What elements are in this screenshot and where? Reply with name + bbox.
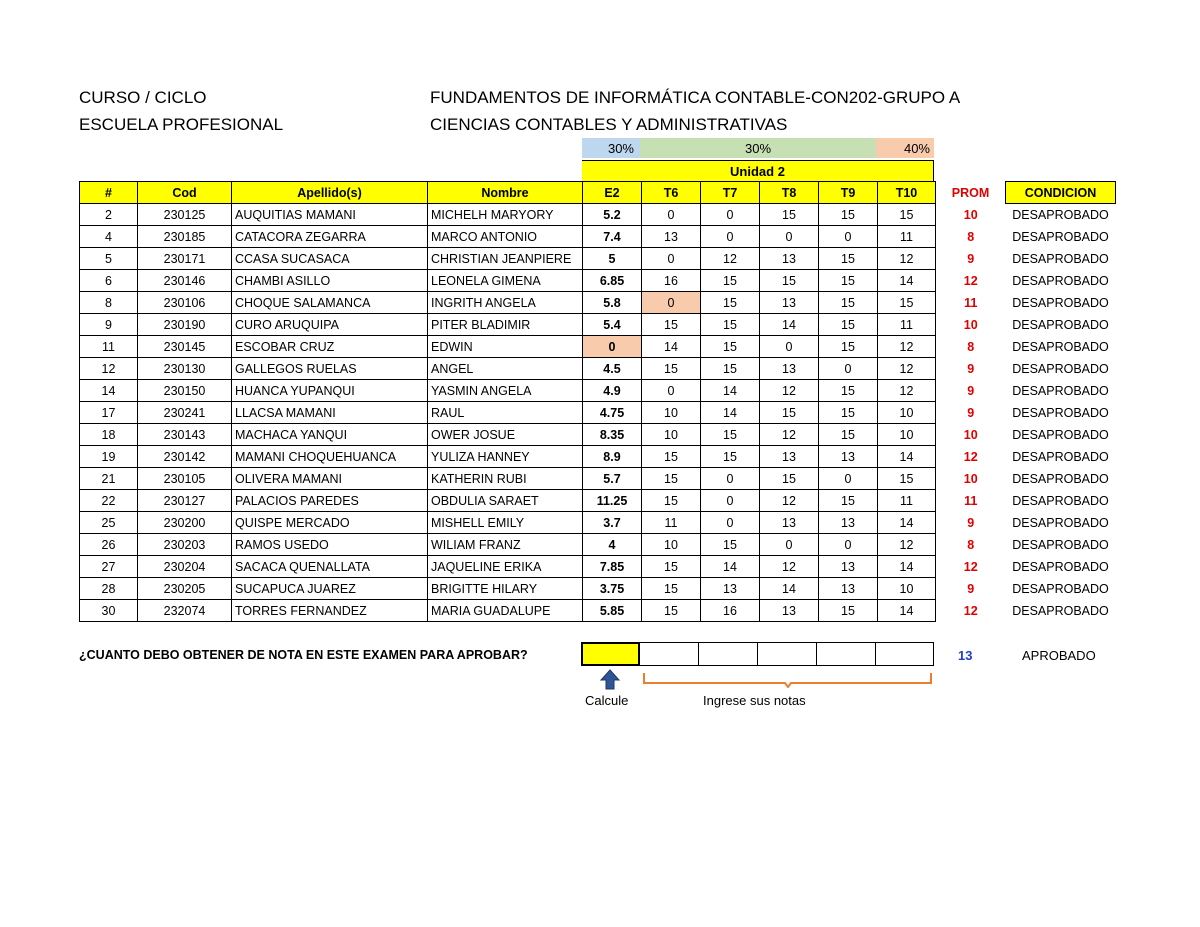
cell-t10: 14	[878, 600, 936, 622]
cell-prom: 11	[964, 493, 978, 508]
cell-t6: 10	[642, 534, 701, 556]
cell-apellido: CCASA SUCASACA	[232, 248, 428, 270]
col-prom-header: PROM	[936, 182, 1006, 204]
cell-t10: 12	[878, 358, 936, 380]
cell-cod: 230190	[138, 314, 232, 336]
cell-t8: 13	[760, 358, 819, 380]
cell-e2: 5.8	[583, 292, 642, 314]
cell-e2: 5.2	[583, 204, 642, 226]
cell-num: 18	[80, 424, 138, 446]
cell-condicion: DESAPROBADO	[1012, 515, 1109, 530]
cell-t10: 15	[878, 204, 936, 226]
cell-t9: 15	[819, 248, 878, 270]
cell-t7: 16	[701, 600, 760, 622]
cell-condicion: DESAPROBADO	[1012, 493, 1109, 508]
cell-t8: 15	[760, 468, 819, 490]
cell-t7: 15	[701, 270, 760, 292]
cell-t8: 12	[760, 424, 819, 446]
cell-cod: 230203	[138, 534, 232, 556]
cell-prom: 8	[967, 229, 975, 244]
table-row	[80, 358, 1116, 380]
cell-t9: 13	[819, 556, 878, 578]
table-row	[80, 336, 1116, 358]
cell-t9: 15	[819, 270, 878, 292]
calc-result-value: 13	[958, 648, 973, 663]
cell-t10: 15	[878, 468, 936, 490]
cell-t10: 10	[878, 402, 936, 424]
cell-prom: 10	[963, 427, 978, 442]
cell-t9: 15	[819, 600, 878, 622]
cell-nombre: PITER BLADIMIR	[428, 314, 583, 336]
cell-num: 11	[80, 336, 138, 358]
cell-condicion: DESAPROBADO	[1012, 471, 1109, 486]
cell-t8: 13	[760, 600, 819, 622]
cell-t7: 15	[701, 424, 760, 446]
cell-nombre: ANGEL	[428, 358, 583, 380]
cell-apellido: LLACSA MAMANI	[232, 402, 428, 424]
cell-t8: 12	[760, 556, 819, 578]
grade-input-t6[interactable]	[639, 642, 699, 666]
cell-t10: 12	[878, 380, 936, 402]
cell-condicion: DESAPROBADO	[1012, 251, 1109, 266]
cell-apellido: SACACA QUENALLATA	[232, 556, 428, 578]
col-cod-header: Cod	[138, 182, 232, 204]
calc-result-condition: APROBADO	[1022, 648, 1096, 663]
weight-tasks: 30%	[640, 138, 876, 158]
table-row	[80, 248, 1116, 270]
cell-t8: 12	[760, 490, 819, 512]
cell-t7: 14	[701, 556, 760, 578]
unit-header: Unidad 2	[582, 160, 934, 181]
cell-t9: 13	[819, 446, 878, 468]
cell-t9: 15	[819, 314, 878, 336]
cell-t10: 10	[878, 578, 936, 600]
col-t8-header: T8	[760, 182, 819, 204]
cell-t9: 15	[819, 402, 878, 424]
cell-t6: 11	[642, 512, 701, 534]
cell-condicion: DESAPROBADO	[1012, 229, 1109, 244]
cell-t6: 10	[642, 424, 701, 446]
cell-cod: 230106	[138, 292, 232, 314]
cell-apellido: CATACORA ZEGARRA	[232, 226, 428, 248]
cell-t10: 12	[878, 534, 936, 556]
cell-t9: 13	[819, 578, 878, 600]
cell-cod: 230185	[138, 226, 232, 248]
cell-cod: 230143	[138, 424, 232, 446]
cell-cod: 230105	[138, 468, 232, 490]
cell-nombre: YULIZA HANNEY	[428, 446, 583, 468]
cell-condicion: DESAPROBADO	[1012, 207, 1109, 222]
cell-t7: 0	[701, 226, 760, 248]
cell-nombre: LEONELA GIMENA	[428, 270, 583, 292]
grade-input-t8[interactable]	[757, 642, 817, 666]
grade-inputs	[581, 642, 934, 666]
cell-t8: 15	[760, 204, 819, 226]
cell-t7: 0	[701, 204, 760, 226]
cell-condicion: DESAPROBADO	[1012, 559, 1109, 574]
cell-num: 12	[80, 358, 138, 380]
cell-t10: 10	[878, 424, 936, 446]
cell-e2: 8.9	[583, 446, 642, 468]
cell-t6: 10	[642, 402, 701, 424]
cell-condicion: DESAPROBADO	[1012, 339, 1109, 354]
curso-label: CURSO / CICLO	[79, 88, 207, 107]
cell-t9: 13	[819, 512, 878, 534]
cell-nombre: KATHERIN RUBI	[428, 468, 583, 490]
col-condicion-header: CONDICION	[1006, 182, 1116, 204]
cell-t7: 15	[701, 314, 760, 336]
cell-apellido: MAMANI CHOQUEHUANCA	[232, 446, 428, 468]
cell-condicion: DESAPROBADO	[1012, 537, 1109, 552]
cell-nombre: RAUL	[428, 402, 583, 424]
cell-t6: 15	[642, 358, 701, 380]
cell-apellido: SUCAPUCA JUAREZ	[232, 578, 428, 600]
weight-exam: 30%	[582, 138, 640, 158]
cell-cod: 230204	[138, 556, 232, 578]
table-row	[80, 402, 1116, 424]
col-nombre-header: Nombre	[428, 182, 583, 204]
cell-apellido: PALACIOS PAREDES	[232, 490, 428, 512]
cell-t9: 15	[819, 380, 878, 402]
cell-num: 4	[80, 226, 138, 248]
cell-e2: 5	[583, 248, 642, 270]
table-row	[80, 556, 1116, 578]
cell-t9: 0	[819, 226, 878, 248]
weight-final: 40%	[876, 138, 934, 158]
cell-prom: 10	[963, 471, 978, 486]
cell-prom: 9	[967, 515, 975, 530]
cell-cod: 230150	[138, 380, 232, 402]
cell-t6: 15	[642, 490, 701, 512]
cell-t6: 15	[642, 468, 701, 490]
cell-t7: 14	[701, 380, 760, 402]
cell-num: 14	[80, 380, 138, 402]
table-row	[80, 380, 1116, 402]
cell-prom: 12	[963, 449, 978, 464]
cell-num: 22	[80, 490, 138, 512]
cell-t7: 0	[701, 512, 760, 534]
cell-e2: 5.7	[583, 468, 642, 490]
cell-t6: 15	[642, 446, 701, 468]
cell-t10: 14	[878, 556, 936, 578]
cell-condicion: DESAPROBADO	[1012, 427, 1109, 442]
cell-e2: 4.9	[583, 380, 642, 402]
cell-nombre: MISHELL EMILY	[428, 512, 583, 534]
cell-t8: 15	[760, 402, 819, 424]
cell-t10: 11	[878, 490, 936, 512]
cell-t8: 0	[760, 534, 819, 556]
cell-e2: 4.5	[583, 358, 642, 380]
cell-cod: 230145	[138, 336, 232, 358]
cell-t9: 15	[819, 490, 878, 512]
cell-t8: 12	[760, 380, 819, 402]
col-t7-header: T7	[701, 182, 760, 204]
grade-input-t9[interactable]	[816, 642, 876, 666]
cell-nombre: OBDULIA SARAET	[428, 490, 583, 512]
curso-value: FUNDAMENTOS DE INFORMÁTICA CONTABLE-CON202-GRUPO A	[430, 88, 961, 107]
table-row	[80, 314, 1116, 336]
cell-num: 9	[80, 314, 138, 336]
cell-t6: 0	[642, 292, 701, 314]
cell-num: 26	[80, 534, 138, 556]
cell-t6: 15	[642, 314, 701, 336]
cell-nombre: BRIGITTE HILARY	[428, 578, 583, 600]
escuela-value: CIENCIAS CONTABLES Y ADMINISTRATIVAS	[430, 115, 788, 134]
cell-t7: 0	[701, 468, 760, 490]
cell-prom: 8	[967, 339, 975, 354]
cell-cod: 230200	[138, 512, 232, 534]
cell-t6: 13	[642, 226, 701, 248]
cell-nombre: WILIAM FRANZ	[428, 534, 583, 556]
cell-apellido: ESCOBAR CRUZ	[232, 336, 428, 358]
table-row	[80, 468, 1116, 490]
cell-nombre: OWER JOSUE	[428, 424, 583, 446]
cell-e2: 7.4	[583, 226, 642, 248]
cell-cod: 230142	[138, 446, 232, 468]
grades-table	[79, 181, 1116, 622]
cell-e2: 7.85	[583, 556, 642, 578]
cell-t7: 14	[701, 402, 760, 424]
cell-t6: 14	[642, 336, 701, 358]
cell-t10: 14	[878, 446, 936, 468]
grade-input-t10[interactable]	[875, 642, 934, 666]
cell-t6: 0	[642, 204, 701, 226]
cell-prom: 9	[967, 405, 975, 420]
cell-e2: 8.35	[583, 424, 642, 446]
cell-t10: 15	[878, 292, 936, 314]
cell-cod: 230205	[138, 578, 232, 600]
cell-nombre: YASMIN ANGELA	[428, 380, 583, 402]
cell-prom: 9	[967, 581, 975, 596]
cell-num: 6	[80, 270, 138, 292]
cell-condicion: DESAPROBADO	[1012, 295, 1109, 310]
cell-cod: 230241	[138, 402, 232, 424]
cell-t7: 15	[701, 446, 760, 468]
cell-nombre: CHRISTIAN JEANPIERE	[428, 248, 583, 270]
cell-t6: 15	[642, 556, 701, 578]
cell-nombre: MARIA GUADALUPE	[428, 600, 583, 622]
cell-apellido: QUISPE MERCADO	[232, 512, 428, 534]
cell-t8: 13	[760, 446, 819, 468]
cell-t7: 15	[701, 358, 760, 380]
cell-num: 28	[80, 578, 138, 600]
cell-num: 2	[80, 204, 138, 226]
cell-t8: 13	[760, 248, 819, 270]
cell-t9: 15	[819, 204, 878, 226]
bracket-icon	[643, 672, 933, 688]
table-row	[80, 424, 1116, 446]
cell-condicion: DESAPROBADO	[1012, 581, 1109, 596]
table-row	[80, 270, 1116, 292]
cell-nombre: INGRITH ANGELA	[428, 292, 583, 314]
grade-input-t7[interactable]	[698, 642, 758, 666]
cell-num: 19	[80, 446, 138, 468]
cell-num: 25	[80, 512, 138, 534]
table-row	[80, 600, 1116, 622]
table-row	[80, 226, 1116, 248]
cell-e2: 5.4	[583, 314, 642, 336]
cell-cod: 230130	[138, 358, 232, 380]
cell-apellido: OLIVERA MAMANI	[232, 468, 428, 490]
cell-t9: 0	[819, 358, 878, 380]
table-row	[80, 490, 1116, 512]
cell-t7: 15	[701, 292, 760, 314]
cell-e2: 3.7	[583, 512, 642, 534]
cell-t8: 14	[760, 314, 819, 336]
table-row	[80, 204, 1116, 226]
cell-prom: 8	[967, 537, 975, 552]
cell-prom: 9	[967, 251, 975, 266]
cell-prom: 12	[963, 603, 978, 618]
cell-condicion: DESAPROBADO	[1012, 383, 1109, 398]
cell-e2: 3.75	[583, 578, 642, 600]
cell-prom: 12	[963, 559, 978, 574]
cell-condicion: DESAPROBADO	[1012, 405, 1109, 420]
cell-t10: 11	[878, 314, 936, 336]
cell-apellido: AUQUITIAS MAMANI	[232, 204, 428, 226]
input-label: Ingrese sus notas	[703, 693, 806, 708]
cell-cod: 230125	[138, 204, 232, 226]
cell-apellido: CURO ARUQUIPA	[232, 314, 428, 336]
cell-prom: 12	[963, 273, 978, 288]
cell-apellido: TORRES FERNANDEZ	[232, 600, 428, 622]
cell-t9: 15	[819, 292, 878, 314]
cell-num: 30	[80, 600, 138, 622]
cell-condicion: DESAPROBADO	[1012, 361, 1109, 376]
cell-num: 27	[80, 556, 138, 578]
cell-prom: 10	[963, 317, 978, 332]
cell-t10: 12	[878, 248, 936, 270]
cell-t9: 15	[819, 336, 878, 358]
arrow-up-icon	[599, 669, 621, 691]
cell-t6: 15	[642, 578, 701, 600]
escuela-label: ESCUELA PROFESIONAL	[79, 115, 284, 134]
calc-label: Calcule	[585, 693, 629, 708]
cell-t6: 15	[642, 600, 701, 622]
cell-cod: 232074	[138, 600, 232, 622]
cell-prom: 11	[964, 295, 978, 310]
cell-e2: 5.85	[583, 600, 642, 622]
cell-t10: 11	[878, 226, 936, 248]
cell-nombre: MICHELH MARYORY	[428, 204, 583, 226]
cell-t7: 0	[701, 490, 760, 512]
cell-cod: 230127	[138, 490, 232, 512]
cell-t7: 15	[701, 336, 760, 358]
cell-prom: 9	[967, 361, 975, 376]
cell-t9: 15	[819, 424, 878, 446]
cell-cod: 230146	[138, 270, 232, 292]
table-row	[80, 512, 1116, 534]
table-row	[80, 578, 1116, 600]
cell-e2: 6.85	[583, 270, 642, 292]
cell-prom: 10	[963, 207, 978, 222]
cell-num: 8	[80, 292, 138, 314]
col-apellido-header: Apellido(s)	[232, 182, 428, 204]
cell-nombre: MARCO ANTONIO	[428, 226, 583, 248]
cell-num: 17	[80, 402, 138, 424]
cell-cod: 230171	[138, 248, 232, 270]
cell-t8: 14	[760, 578, 819, 600]
cell-t7: 12	[701, 248, 760, 270]
cell-t8: 0	[760, 226, 819, 248]
cell-t8: 13	[760, 292, 819, 314]
cell-e2: 0	[583, 336, 642, 358]
cell-apellido: GALLEGOS RUELAS	[232, 358, 428, 380]
cell-t9: 0	[819, 468, 878, 490]
cell-t7: 15	[701, 534, 760, 556]
cell-e2: 4	[583, 534, 642, 556]
cell-t6: 0	[642, 248, 701, 270]
cell-t7: 13	[701, 578, 760, 600]
cell-apellido: RAMOS USEDO	[232, 534, 428, 556]
cell-t8: 15	[760, 270, 819, 292]
cell-num: 5	[80, 248, 138, 270]
col-t6-header: T6	[642, 182, 701, 204]
cell-e2: 11.25	[583, 490, 642, 512]
cell-t10: 14	[878, 512, 936, 534]
cell-apellido: CHOQUE SALAMANCA	[232, 292, 428, 314]
table-row	[80, 446, 1116, 468]
col-t10-header: T10	[878, 182, 936, 204]
col-t9-header: T9	[819, 182, 878, 204]
cell-t10: 14	[878, 270, 936, 292]
cell-nombre: JAQUELINE ERIKA	[428, 556, 583, 578]
cell-num: 21	[80, 468, 138, 490]
cell-t6: 16	[642, 270, 701, 292]
table-row	[80, 534, 1116, 556]
cell-condicion: DESAPROBADO	[1012, 603, 1109, 618]
cell-apellido: MACHACA YANQUI	[232, 424, 428, 446]
cell-e2: 4.75	[583, 402, 642, 424]
calc-question: ¿CUANTO DEBO OBTENER DE NOTA EN ESTE EXAMEN PARA APROBAR?	[79, 648, 528, 662]
cell-t8: 0	[760, 336, 819, 358]
col-e2-header: E2	[583, 182, 642, 204]
col-num-header: #	[80, 182, 138, 204]
cell-t6: 0	[642, 380, 701, 402]
cell-condicion: DESAPROBADO	[1012, 317, 1109, 332]
cell-t9: 0	[819, 534, 878, 556]
exam-result-cell[interactable]	[581, 642, 640, 666]
table-row	[80, 292, 1116, 314]
cell-apellido: CHAMBI ASILLO	[232, 270, 428, 292]
cell-t10: 12	[878, 336, 936, 358]
cell-nombre: EDWIN	[428, 336, 583, 358]
cell-apellido: HUANCA YUPANQUI	[232, 380, 428, 402]
cell-condicion: DESAPROBADO	[1012, 449, 1109, 464]
cell-t8: 13	[760, 512, 819, 534]
cell-prom: 9	[967, 383, 975, 398]
cell-condicion: DESAPROBADO	[1012, 273, 1109, 288]
table-header-row	[80, 182, 1116, 204]
